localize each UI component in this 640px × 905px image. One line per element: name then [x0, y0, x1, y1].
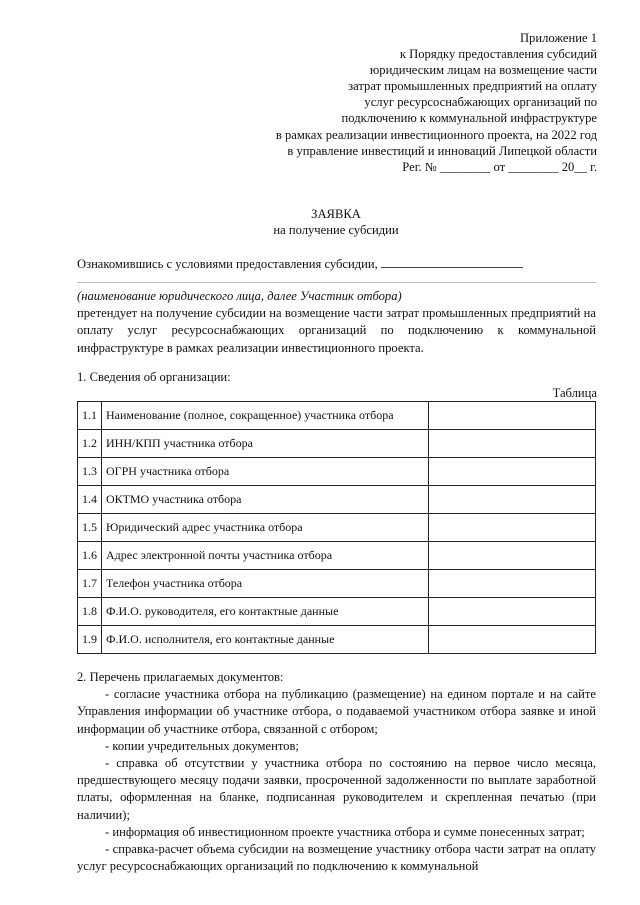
- table-row: [78, 458, 596, 486]
- section-2-title: 2. Перечень прилагаемых документов:: [77, 670, 284, 684]
- documents-list: [77, 669, 596, 875]
- header-line: услуг ресурсоснабжающих организаций по: [364, 95, 597, 110]
- header-line: в рамках реализации инвестиционного проекта, на 2022 год: [275, 127, 597, 142]
- table-row: [78, 542, 596, 570]
- row-value-field[interactable]: [429, 598, 596, 626]
- row-label: ИНН/КПП участника отбора: [102, 430, 429, 458]
- intro-paragraph-text: претендует на получение субсидии на возмещение части затрат промышленных предприятий на оплату услуг ресурсоснабжающих организаций по подключению к коммунальной инфраструктуре в рамках реализации инвестиционного проекта.: [77, 306, 596, 355]
- row-number: 1.1: [78, 402, 102, 430]
- row-number: 1.7: [78, 570, 102, 598]
- organization-info-table: [77, 401, 596, 654]
- appendix-header: [177, 30, 597, 175]
- title-sub: на получение субсидии: [273, 223, 399, 237]
- intro-text: Ознакомившись с условиями предоставления субсидии,: [77, 257, 378, 271]
- row-label: Телефон участника отбора: [102, 570, 429, 598]
- list-item: - информация об инвестиционном проекте участника отбора и сумме понесенных затрат;: [105, 824, 585, 839]
- list-item: - справка-расчет объема субсидии на возмещение участнику отбора части затрат на оплату услуг ресурсоснабжающих организаций по подключению к коммунальной: [77, 842, 596, 874]
- table-row: [78, 626, 596, 654]
- header-line: Приложение 1: [519, 31, 597, 45]
- row-label: ОГРН участника отбора: [102, 458, 429, 486]
- table-row: [78, 430, 596, 458]
- row-number: 1.9: [78, 626, 102, 654]
- header-line: к Порядку предоставления субсидий: [399, 47, 597, 62]
- row-number: 1.3: [78, 458, 102, 486]
- table-label: Таблица: [552, 386, 597, 400]
- list-item: - согласие участника отбора на публикацию (размещение) на едином портале и на сайте Управления информации об участнике отбора, о подаваемой участником отбора заявке и иной информации об участнике отбора, связанной с отбором;: [77, 687, 596, 736]
- row-value-field[interactable]: [429, 458, 596, 486]
- table-row: [78, 514, 596, 542]
- section-1-title: 1. Сведения об организации:: [77, 370, 231, 384]
- row-label: Ф.И.О. исполнителя, его контактные данные: [102, 626, 429, 654]
- list-item: - копии учредительных документов;: [105, 738, 299, 753]
- header-line: затрат промышленных предприятий на оплату: [348, 79, 597, 94]
- table-row: [78, 598, 596, 626]
- row-label: ОКТМО участника отбора: [102, 486, 429, 514]
- row-label: Адрес электронной почты участника отбора: [102, 542, 429, 570]
- row-value-field[interactable]: [429, 570, 596, 598]
- row-value-field[interactable]: [429, 402, 596, 430]
- intro-line: [77, 256, 557, 272]
- organization-name-note: (наименование юридического лица, далее Участник отбора): [77, 289, 402, 303]
- row-number: 1.4: [78, 486, 102, 514]
- row-value-field[interactable]: [429, 486, 596, 514]
- row-number: 1.8: [78, 598, 102, 626]
- table-row: [78, 570, 596, 598]
- row-value-field[interactable]: [429, 626, 596, 654]
- header-line: юридическим лицам на возмещение части: [369, 63, 597, 78]
- row-label: Ф.И.О. руководителя, его контактные данные: [102, 598, 429, 626]
- document-title: [0, 206, 640, 238]
- list-item: - справка об отсутствии у участника отбора по состоянию на первое число месяца, предшествующего месяцу подачи заявки, просроченной задолженности по выплате заработной платы, оформленная на бланке, подписанная руководителем и скрепленная печатью (при наличии);: [77, 756, 596, 822]
- title-main: ЗАЯВКА: [311, 207, 361, 221]
- fill-line-divider: [77, 282, 596, 283]
- registration-line: Рег. № ________ от ________ 20__ г.: [402, 159, 597, 174]
- row-value-field[interactable]: [429, 514, 596, 542]
- table-row: [78, 486, 596, 514]
- organization-name-field[interactable]: [381, 256, 523, 268]
- row-number: 1.2: [78, 430, 102, 458]
- header-line: в управление инвестиций и инноваций Липецкой области: [287, 143, 597, 158]
- row-value-field[interactable]: [429, 430, 596, 458]
- intro-paragraph: [77, 305, 596, 357]
- row-value-field[interactable]: [429, 542, 596, 570]
- row-number: 1.5: [78, 514, 102, 542]
- row-number: 1.6: [78, 542, 102, 570]
- table-row: [78, 402, 596, 430]
- header-line: подключению к коммунальной инфраструктуре: [341, 111, 597, 126]
- row-label: Юридический адрес участника отбора: [102, 514, 429, 542]
- row-label: Наименование (полное, сокращенное) участника отбора: [102, 402, 429, 430]
